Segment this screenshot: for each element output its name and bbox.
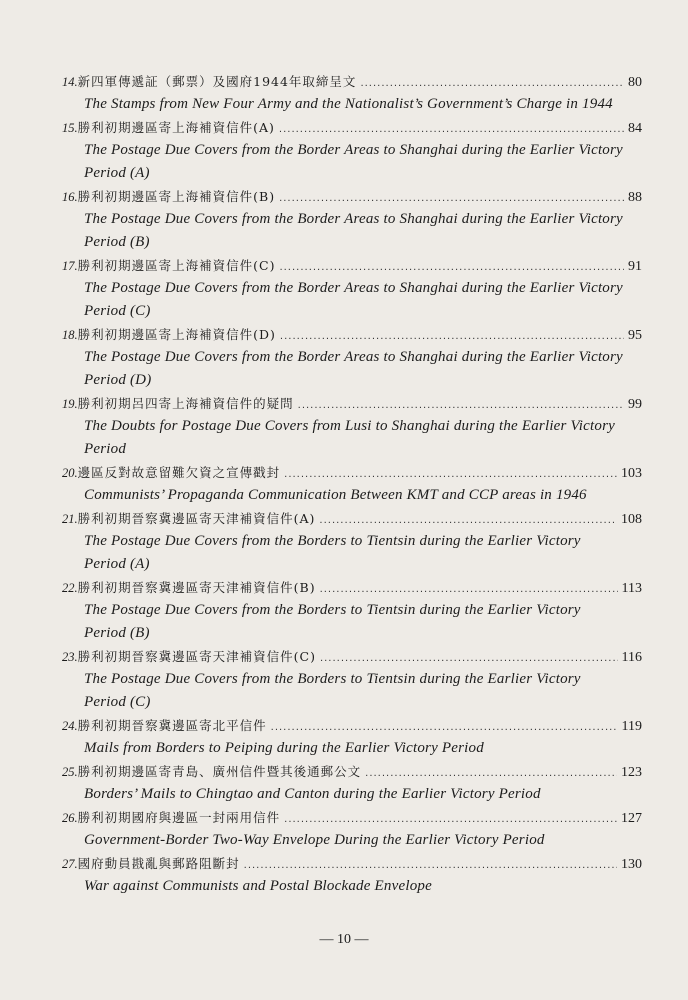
entry-number: 20. bbox=[62, 466, 78, 480]
entry-page-number: 108 bbox=[621, 512, 642, 527]
entry-number: 22. bbox=[62, 581, 78, 595]
entry-title-en: Government-Border Two-Way Envelope During the Earlier Victory Period bbox=[84, 832, 545, 848]
entry-page-number: 84 bbox=[628, 121, 642, 136]
entry-page-number: 88 bbox=[628, 190, 642, 205]
entry-title-zh: 勝利初期邊區寄上海補資信件(C) bbox=[77, 258, 276, 273]
dot-leader bbox=[319, 509, 617, 532]
entry-title-zh: 勝利初期國府與邊區一封兩用信件 bbox=[77, 810, 281, 825]
entry-page-number: 119 bbox=[621, 719, 642, 734]
entry-number: 17. bbox=[62, 259, 78, 273]
entry-title-en: The Postage Due Covers from the Borders to Tientsin during the Earlier Victory Period (A) bbox=[84, 533, 581, 572]
dot-leader bbox=[360, 72, 624, 95]
entry-title-zh: 勝利初期呂四寄上海補資信件的疑問 bbox=[77, 396, 294, 411]
entry-number: 24. bbox=[62, 719, 78, 733]
entry-page-number: 123 bbox=[621, 765, 642, 780]
dot-leader bbox=[280, 325, 624, 348]
dot-leader bbox=[279, 256, 624, 279]
entry-number: 16. bbox=[62, 190, 78, 204]
entry-page-number: 95 bbox=[628, 328, 642, 343]
toc-entry-chinese-line bbox=[62, 852, 642, 875]
dot-leader bbox=[244, 854, 617, 877]
entry-title-en: The Postage Due Covers from the Border Areas to Shanghai during the Earlier Victory Period (B) bbox=[84, 211, 623, 250]
entry-page-number: 127 bbox=[621, 811, 642, 826]
entry-title-zh: 新四軍傳遞証（郵票）及國府1944年取締呈文 bbox=[77, 74, 357, 89]
entry-title-zh: 邊區反對故意留難欠資之宣傳戳封 bbox=[77, 465, 281, 480]
entry-number: 23. bbox=[62, 650, 78, 664]
toc-entry-23[interactable] bbox=[62, 645, 642, 714]
entry-title-zh: 勝利初期邊區寄上海補資信件(B) bbox=[77, 189, 276, 204]
entry-title-zh: 勝利初期晉察冀邊區寄天津補資信件(B) bbox=[77, 580, 316, 595]
entry-title-en: The Stamps from New Four Army and the Nationalist’s Government’s Charge in 1944 bbox=[84, 96, 613, 112]
toc-entry-chinese-line bbox=[62, 116, 642, 139]
toc-entry-18[interactable] bbox=[62, 323, 642, 392]
toc-entry-27[interactable] bbox=[62, 852, 642, 898]
toc-entry-chinese-line bbox=[62, 806, 642, 829]
entry-page-number: 91 bbox=[628, 259, 642, 274]
entry-title-zh: 國府動員戡亂與郵路阻斷封 bbox=[77, 856, 240, 871]
entry-number: 21. bbox=[62, 512, 78, 526]
dot-leader bbox=[298, 394, 624, 417]
toc-entry-chinese-line bbox=[62, 507, 642, 530]
entry-title-en: The Postage Due Covers from the Borders to Tientsin during the Earlier Victory Period (B) bbox=[84, 602, 581, 641]
toc-entry-19[interactable] bbox=[62, 392, 642, 461]
entry-title-en: War against Communists and Postal Blockade Envelope bbox=[84, 878, 432, 894]
dot-leader bbox=[365, 762, 617, 785]
dot-leader bbox=[284, 808, 617, 831]
entry-title-zh: 勝利初期晉察冀邊區寄天津補資信件(A) bbox=[77, 511, 316, 526]
entry-title-zh: 勝利初期晉察冀邊區寄天津補資信件(C) bbox=[77, 649, 316, 664]
toc-entry-chinese-line bbox=[62, 760, 642, 783]
entry-page-number: 116 bbox=[621, 650, 642, 665]
entry-title-en: Communists’ Propaganda Communication Between KMT and CCP areas in 1946 bbox=[84, 487, 587, 503]
toc-entry-chinese-line bbox=[62, 323, 642, 346]
dot-leader bbox=[320, 578, 618, 601]
entry-title-en: The Doubts for Postage Due Covers from Lusi to Shanghai during the Earlier Victory Period bbox=[84, 418, 615, 457]
toc-entry-24[interactable] bbox=[62, 714, 642, 760]
entry-title-en: Borders’ Mails to Chingtao and Canton during the Earlier Victory Period bbox=[84, 786, 541, 802]
page-footer-number: — 10 — bbox=[319, 932, 369, 947]
entry-title-en: Mails from Borders to Peiping during the Earlier Victory Period bbox=[84, 740, 484, 756]
toc-entry-16[interactable] bbox=[62, 185, 642, 254]
dot-leader bbox=[320, 647, 618, 670]
toc-entry-chinese-line bbox=[62, 185, 642, 208]
entry-page-number: 130 bbox=[621, 857, 642, 872]
entry-number: 15. bbox=[62, 121, 78, 135]
toc-entry-14[interactable] bbox=[62, 70, 642, 116]
toc-entry-20[interactable] bbox=[62, 461, 642, 507]
entry-number: 25. bbox=[62, 765, 78, 779]
toc-entry-25[interactable] bbox=[62, 760, 642, 806]
toc-entry-chinese-line bbox=[62, 645, 642, 668]
entry-title-en: The Postage Due Covers from the Border Areas to Shanghai during the Earlier Victory Period (D) bbox=[84, 349, 623, 388]
entry-title-en: The Postage Due Covers from the Borders to Tientsin during the Earlier Victory Period (C) bbox=[84, 671, 581, 710]
toc-entry-chinese-line bbox=[62, 576, 642, 599]
table-of-contents bbox=[62, 70, 642, 898]
entry-number: 26. bbox=[62, 811, 78, 825]
toc-entry-chinese-line bbox=[62, 392, 642, 415]
entry-page-number: 113 bbox=[621, 581, 642, 596]
entry-number: 19. bbox=[62, 397, 78, 411]
dot-leader bbox=[271, 716, 618, 739]
entry-title-zh: 勝利初期邊區寄青島、廣州信件暨其後通郵公文 bbox=[77, 764, 362, 779]
dot-leader bbox=[284, 463, 617, 486]
entry-title-en: The Postage Due Covers from the Border Areas to Shanghai during the Earlier Victory Period (A) bbox=[84, 142, 623, 181]
toc-entry-21[interactable] bbox=[62, 507, 642, 576]
dot-leader bbox=[279, 118, 624, 141]
entry-number: 18. bbox=[62, 328, 78, 342]
entry-title-zh: 勝利初期晉察冀邊區寄北平信件 bbox=[77, 718, 267, 733]
entry-title-en: The Postage Due Covers from the Border Areas to Shanghai during the Earlier Victory Period (C) bbox=[84, 280, 623, 319]
entry-page-number: 80 bbox=[628, 75, 642, 90]
toc-entry-26[interactable] bbox=[62, 806, 642, 852]
entry-title-zh: 勝利初期邊區寄上海補資信件(A) bbox=[77, 120, 275, 135]
toc-entry-chinese-line bbox=[62, 254, 642, 277]
entry-number: 14. bbox=[62, 75, 78, 89]
entry-number: 27. bbox=[62, 857, 78, 871]
toc-entry-15[interactable] bbox=[62, 116, 642, 185]
toc-entry-chinese-line bbox=[62, 461, 642, 484]
toc-entry-22[interactable] bbox=[62, 576, 642, 645]
toc-entry-chinese-line bbox=[62, 714, 642, 737]
entry-page-number: 99 bbox=[628, 397, 642, 412]
toc-entry-17[interactable] bbox=[62, 254, 642, 323]
entry-page-number: 103 bbox=[621, 466, 642, 481]
toc-entry-chinese-line bbox=[62, 70, 642, 93]
dot-leader bbox=[279, 187, 624, 210]
entry-title-zh: 勝利初期邊區寄上海補資信件(D) bbox=[77, 327, 276, 342]
